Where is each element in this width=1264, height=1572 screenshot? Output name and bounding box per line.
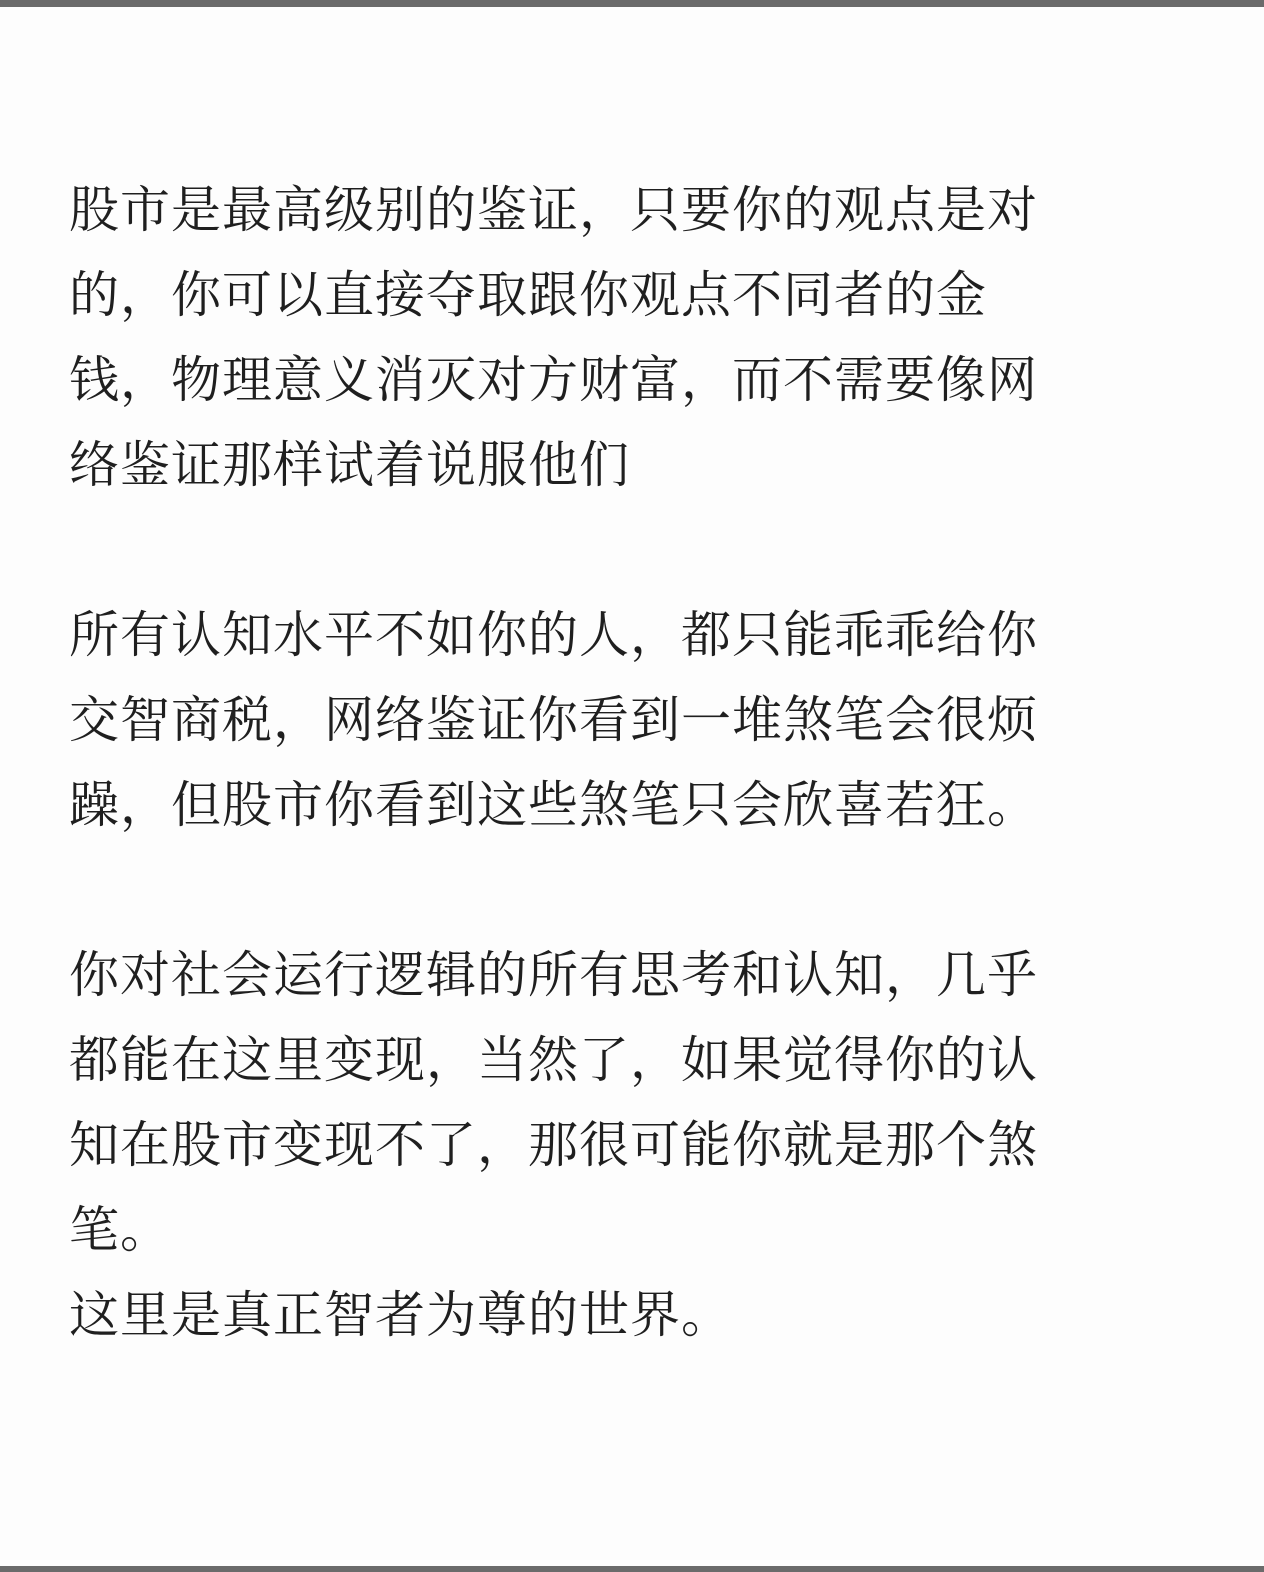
text-line: 这里是真正智者为尊的世界。	[69, 1286, 732, 1344]
text-line: 的，你可以直接夺取跟你观点不同者的金	[69, 266, 987, 324]
text-line: 你对社会运行逻辑的所有思考和认知，几乎	[69, 946, 1038, 1004]
text-line: 钱，物理意义消灭对方财富，而不需要像网	[69, 351, 1038, 409]
text-line: 笔。	[69, 1201, 171, 1259]
text-line: 络鉴证那样试着说服他们	[69, 436, 630, 494]
paragraph-2	[69, 593, 1209, 848]
text-line: 躁，但股市你看到这些煞笔只会欣喜若狂。	[69, 776, 1038, 834]
text-line: 股市是最高级别的鉴证，只要你的观点是对	[69, 181, 1038, 239]
text-line: 交智商税，网络鉴证你看到一堆煞笔会很烦	[69, 691, 1038, 749]
bottom-edge-bar	[0, 1566, 1264, 1572]
paragraph-spacer	[69, 508, 1209, 593]
text-line: 所有认知水平不如你的人，都只能乖乖给你	[69, 606, 1038, 664]
paragraph-spacer	[69, 848, 1209, 933]
top-edge-bar	[0, 0, 1264, 7]
post-text-body	[69, 168, 1209, 1358]
text-line: 知在股市变现不了，那很可能你就是那个煞	[69, 1116, 1038, 1174]
paragraph-1	[69, 168, 1209, 508]
paragraph-3	[69, 933, 1209, 1358]
text-line: 都能在这里变现，当然了，如果觉得你的认	[69, 1031, 1038, 1089]
